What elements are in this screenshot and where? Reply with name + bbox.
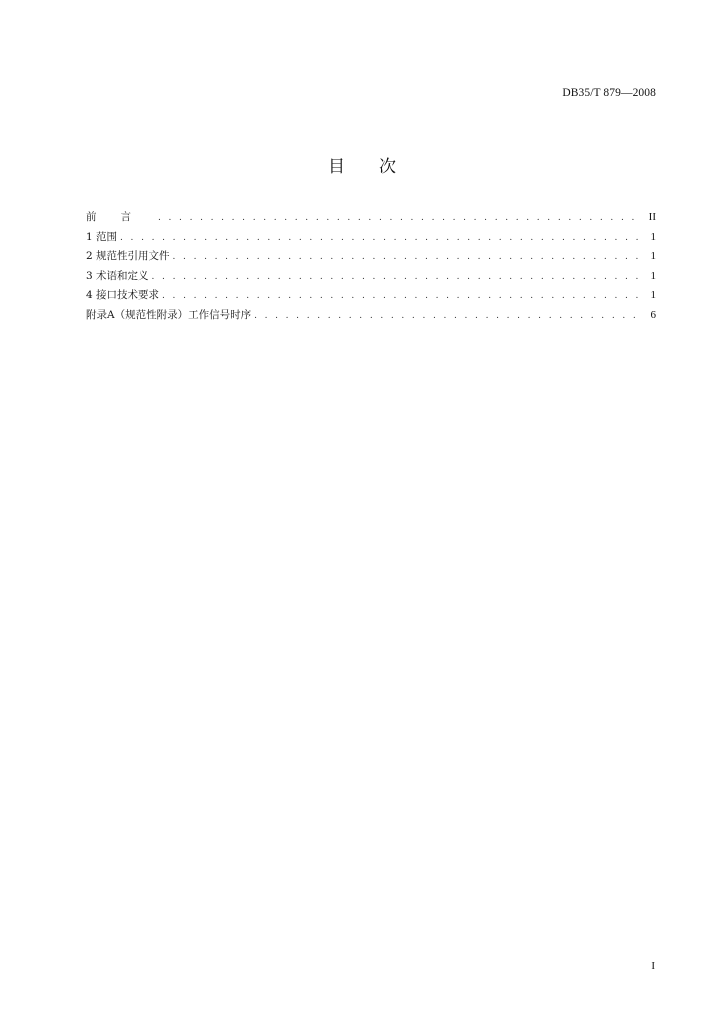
toc-entry-page: 1 [650,269,656,282]
page-number: I [651,960,655,972]
toc-entry-page: 1 [650,230,656,243]
standard-code: DB35/T 879—2008 [562,87,656,99]
toc-entry-label: 附录A（规范性附录）工作信号时序 [86,308,252,321]
toc-entry-label: 3 术语和定义 [86,269,149,282]
toc-leader-dots [120,229,642,249]
toc-entry-page: 1 [650,250,656,262]
toc-entry-foreword[interactable] [86,208,656,228]
toc-entry-page: 6 [650,308,656,321]
toc-leader-dots [173,248,642,268]
toc-title: 目次 [328,157,430,177]
toc-entry-interface-requirements[interactable] [86,286,656,306]
toc-entry-page: 1 [650,289,656,301]
toc-entry-label: 前言 [86,211,155,223]
toc-entry-normative-references[interactable] [86,247,656,267]
toc-entry-appendix-a[interactable] [86,306,656,326]
toc-entry-label: 4 接口技术要求 [86,289,160,301]
toc-leader-dots [152,268,642,288]
toc-entry-label: 1 范围 [86,230,118,243]
toc-entry-scope[interactable] [86,228,656,248]
toc-entry-terms-definitions[interactable] [86,267,656,287]
toc-entry-label: 2 规范性引用文件 [86,250,170,262]
toc-list [86,208,656,325]
toc-leader-dots [162,287,642,307]
toc-leader-dots [254,307,642,327]
toc-leader-dots [158,209,642,229]
toc-entry-page: II [648,211,656,223]
